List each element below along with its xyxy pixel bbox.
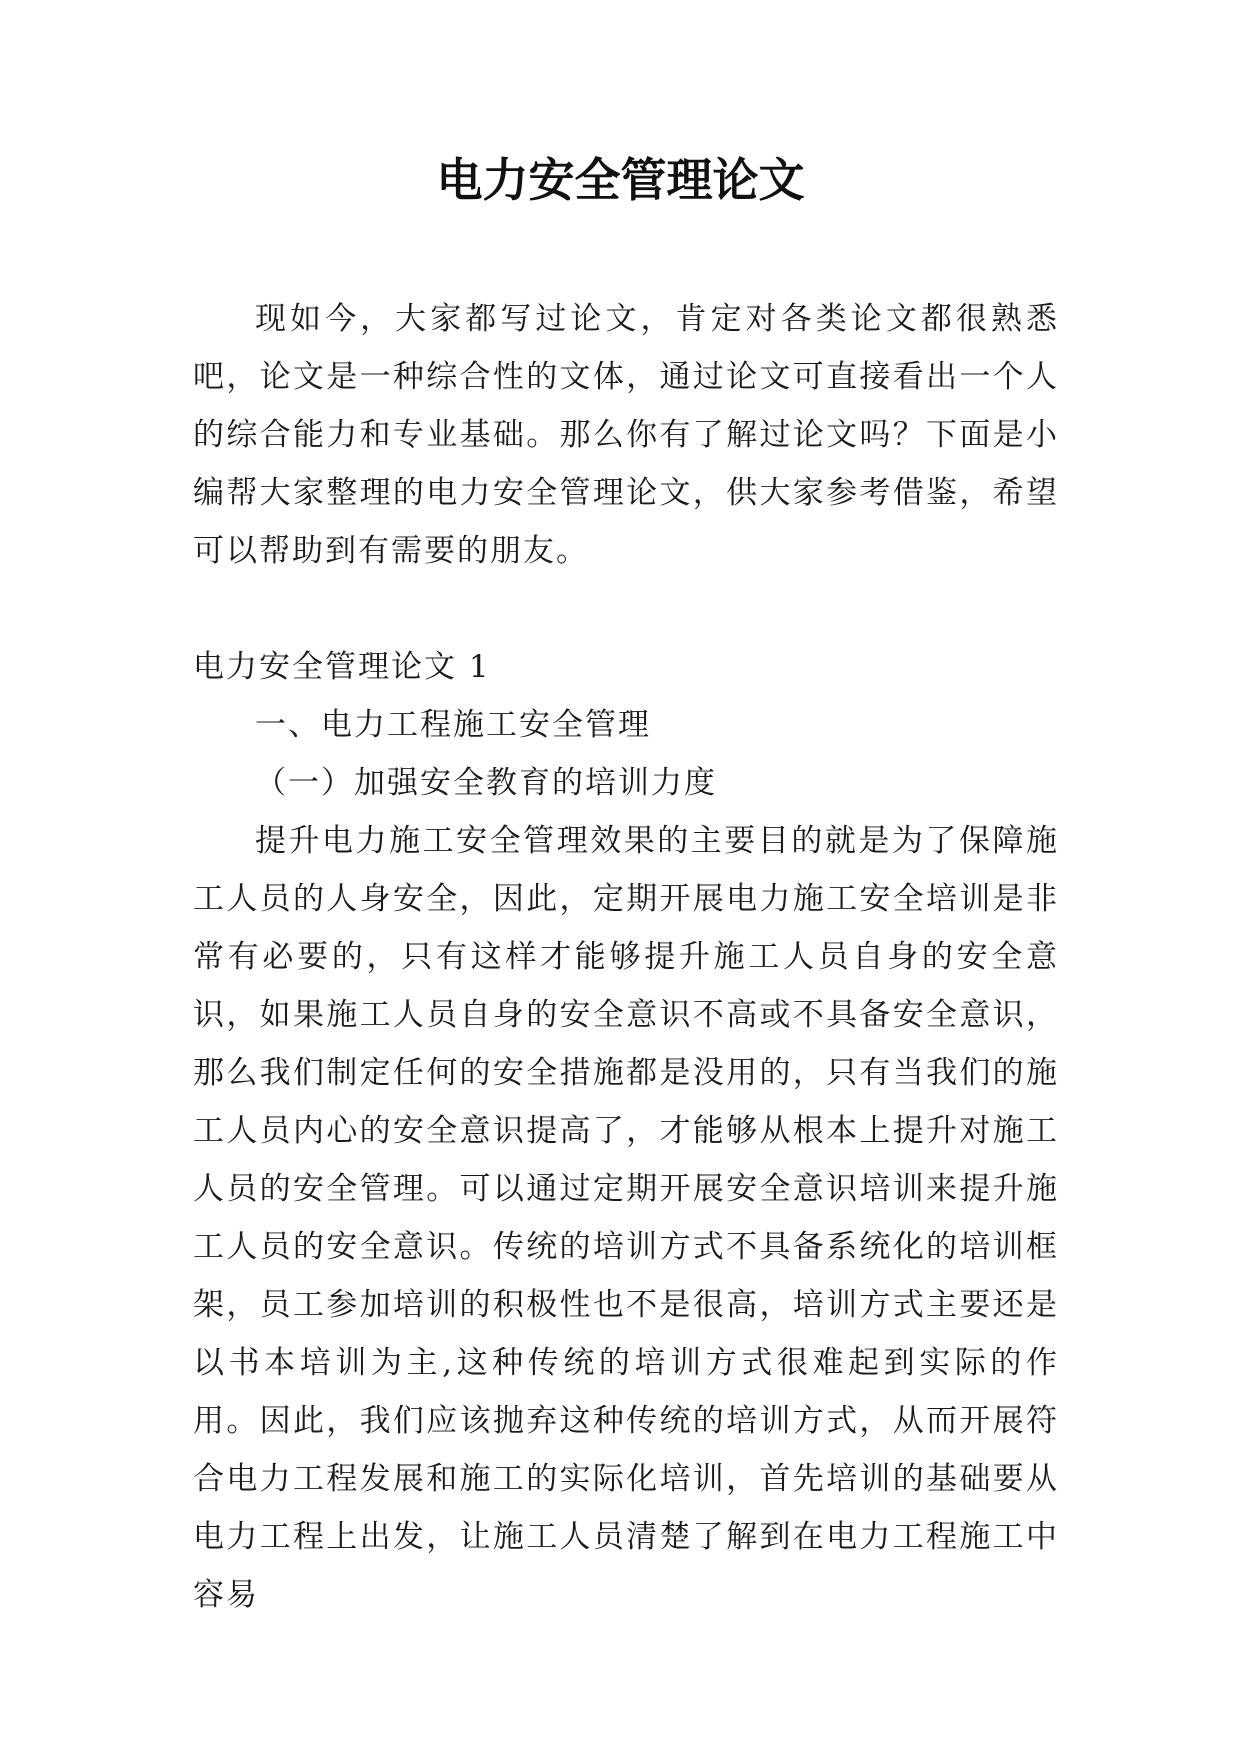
heading-level-1: 一、电力工程施工安全管理 [255, 707, 651, 743]
heading-level-2: （一）加强安全教育的培训力度 [255, 765, 717, 801]
body-paragraph: 提升电力施工安全管理效果的主要目的就是为了保障施工人员的人身安全，因此，定期开展电力施工安全培训是非常有必要的，只有这样才能够提升施工人员自身的安全意识，如果施工人员自身的安全意识不高或不具备安全意识，那么我们制定任何的安全措施都是没用的，只有当我们的施工人员内心的安全意识提高了，才能够从根本上提升对施工人员的安全管理。可以通过定期开展安全意识培训来提升施工人员的安全意识。传统的培训方式不具备系统化的培训框架，员工参加培训的积极性也不是很高，培训方式主要还是以书本培训为主,这种传统的培训方式很难起到实际的作用。因此，我们应该抛弃这种传统的培训方式，从而开展符合电力工程发展和施工的实际化培训，首先培训的基础要从电力工程上出发，让施工人员清楚了解到在电力工程施工中容易 [193, 823, 1059, 1613]
document-body [193, 290, 1059, 1624]
document-title: 电力安全管理论文 [436, 153, 805, 207]
section-title: 电力安全管理论文 1 [193, 649, 491, 685]
intro-paragraph: 现如今，大家都写过论文，肯定对各类论文都很熟悉吧，论文是一种综合性的文体，通过论文可直接看出一个人的综合能力和专业基础。那么你有了解过论文吗？下面是小编帮大家整理的电力安全管理论文，供大家参考借鉴，希望可以帮助到有需要的朋友。 [193, 301, 1059, 569]
